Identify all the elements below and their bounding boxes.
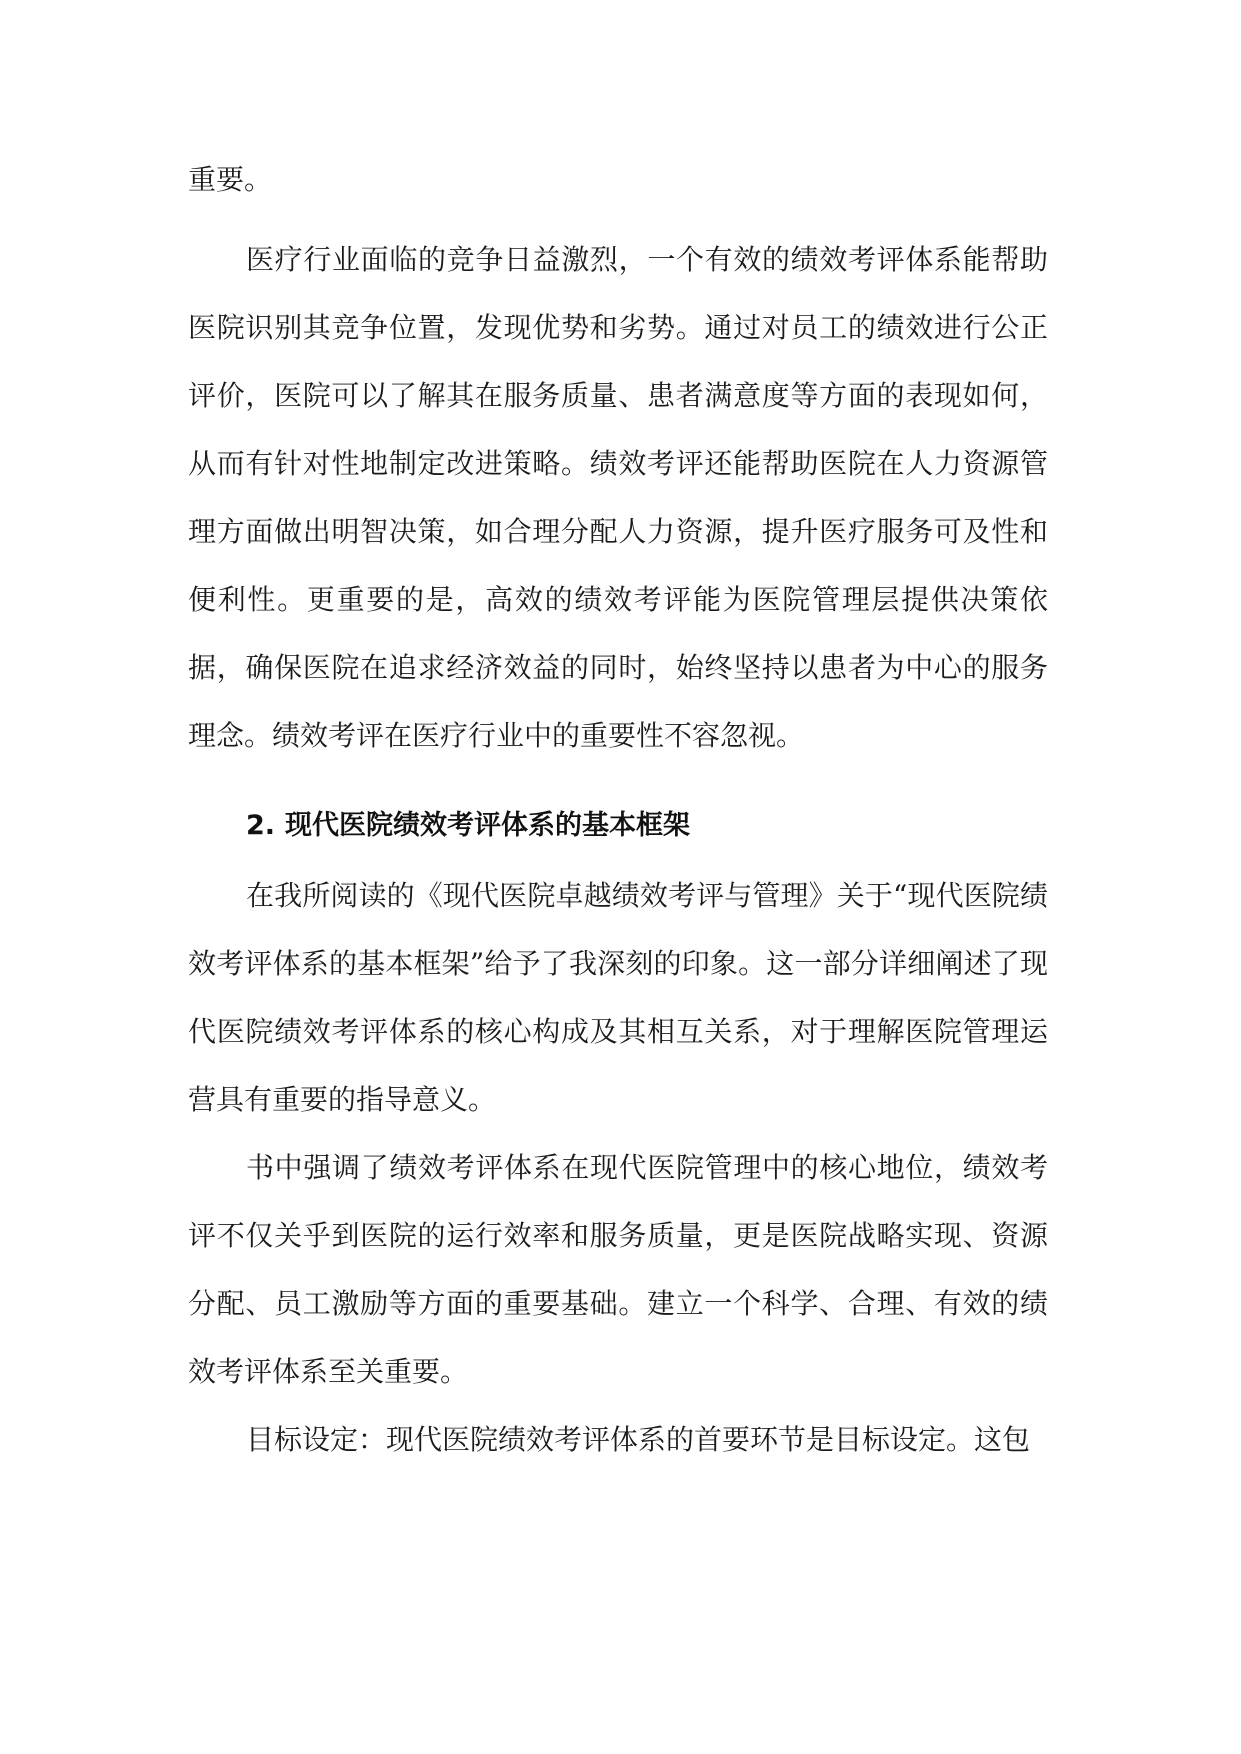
document-body bbox=[188, 146, 1048, 1474]
section-number: 2. bbox=[246, 810, 276, 841]
section-title: 现代医院绩效考评体系的基本框架 bbox=[285, 810, 691, 841]
paragraph-competition: 医疗行业面临的竞争日益激烈，一个有效的绩效考评体系能帮助医院识别其竞争位置，发现优势和劣势。通过对员工的绩效进行公正评价，医院可以了解其在服务质量、患者满意度等方面的表现如何，从而有针对性地制定改进策略。绩效考评还能帮助医院在人力资源管理方面做出明智决策，如合理分配人力资源，提升医疗服务可及性和便利性。更重要的是，高效的绩效考评能为医院管理层提供决策依据，确保医院在追求经济效益的同时，始终坚持以患者为中心的服务理念。绩效考评在医疗行业中的重要性不容忽视。 bbox=[188, 243, 1048, 752]
section-heading bbox=[188, 792, 1048, 860]
paragraph-framework-intro: 在我所阅读的《现代医院卓越绩效考评与管理》关于“现代医院绩效考评体系的基本框架”给予了我深刻的印象。这一部分详细阐述了现代医院绩效考评体系的核心构成及其相互关系，对于理解医院管理运营具有重要的指导意义。 bbox=[188, 879, 1048, 1116]
paragraph-goal-setting: 目标设定：现代医院绩效考评体系的首要环节是目标设定。这包 bbox=[246, 1423, 1031, 1456]
paragraph-core-position: 书中强调了绩效考评体系在现代医院管理中的核心地位，绩效考评不仅关乎到医院的运行效率和服务质量，更是医院战略实现、资源分配、员工激励等方面的重要基础。建立一个科学、合理、有效的绩效考评体系至关重要。 bbox=[188, 1151, 1048, 1388]
paragraph-continuation: 重要。 bbox=[188, 163, 273, 196]
